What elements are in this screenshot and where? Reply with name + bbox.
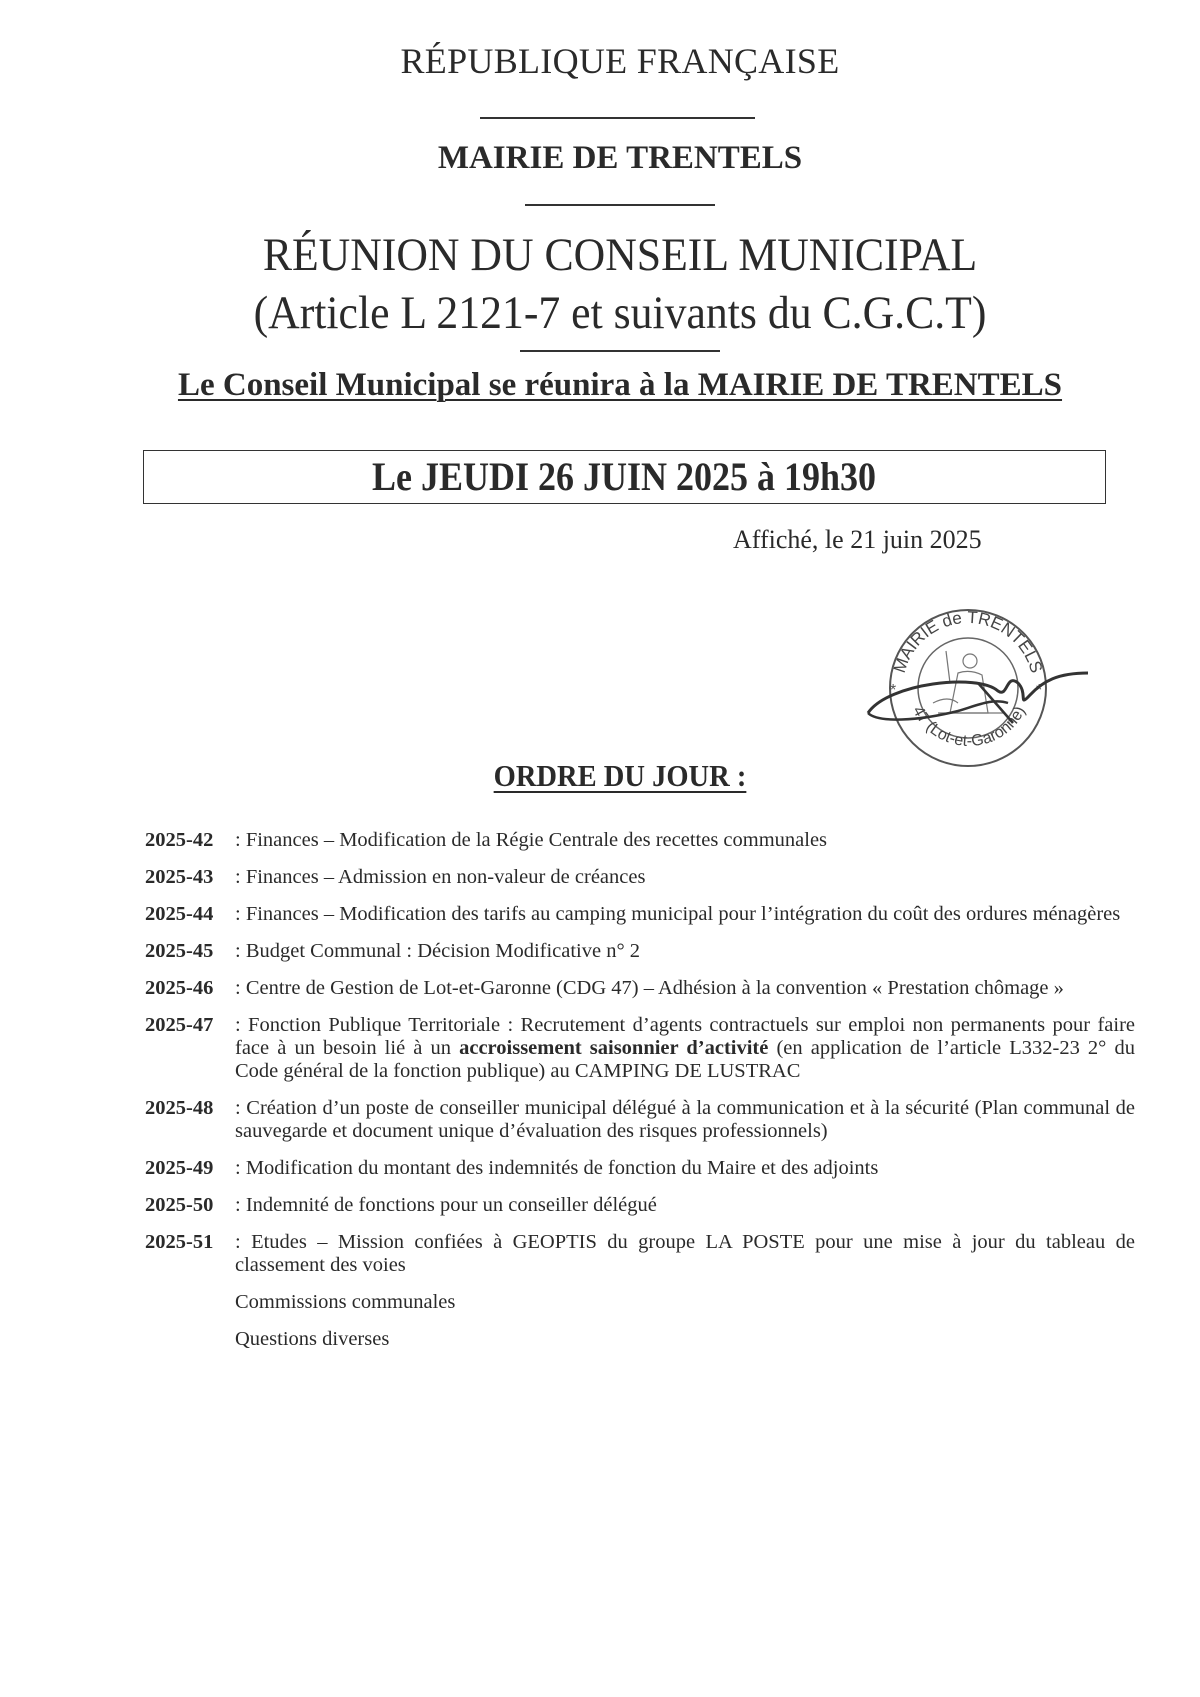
agenda-item: [145, 1157, 1135, 1180]
item-text: [235, 1014, 1135, 1083]
divider: [480, 117, 755, 119]
divider: [525, 204, 715, 206]
svg-text:47 (Lot-et-Garonne): 47 (Lot-et-Garonne): [908, 703, 1030, 751]
item-text: : Modification du montant des indemnités de fonction du Maire et des adjoints: [235, 1157, 879, 1179]
item-text: : Etudes – Mission confiées à GEOPTIS du groupe LA POSTE pour une mise à jour du tableau de classement des voies: [235, 1231, 1135, 1276]
item-text: : Finances – Admission en non-valeur de créances: [235, 866, 646, 888]
agenda-item: [145, 866, 1135, 889]
item-number: 2025-43: [145, 866, 214, 888]
svg-text:*: *: [1036, 682, 1043, 699]
agenda-item: [145, 1014, 1135, 1083]
item-number: 2025-45: [145, 940, 214, 962]
mairie-heading: MAIRIE DE TRENTELS: [437, 140, 803, 176]
item-number: 2025-49: [145, 1157, 214, 1179]
item-text-emphasis: accroissement saisonnier d’activité: [459, 1037, 769, 1059]
meeting-date-box: [143, 450, 1106, 504]
item-number: 2025-50: [145, 1194, 214, 1216]
agenda-list: [145, 829, 1135, 1365]
posted-date: Affiché, le 21 juin 2025: [733, 525, 982, 554]
agenda-item: [145, 1194, 1135, 1217]
item-number: 2025-48: [145, 1097, 214, 1119]
item-text: : Centre de Gestion de Lot-et-Garonne (CDG 47) – Adhésion à la convention « Prestation chômage »: [235, 977, 1064, 999]
location-line: Le Conseil Municipal se réunira à la MAIRIE DE TRENTELS: [177, 367, 1063, 403]
agenda-title: ORDRE DU JOUR :: [493, 758, 747, 793]
meeting-title-line1: RÉUNION DU CONSEIL MUNICIPAL: [262, 229, 978, 281]
mairie-stamp-icon: [858, 603, 1098, 773]
meeting-title: [43, 226, 1196, 342]
item-number: 2025-47: [145, 1014, 214, 1036]
item-text: : Finances – Modification des tarifs au camping municipal pour l’intégration du coût des ordures ménagères: [235, 903, 1121, 925]
item-text: : Budget Communal : Décision Modificative n° 2: [235, 940, 641, 962]
svg-text:*: *: [890, 682, 897, 699]
item-text: : Création d’un poste de conseiller municipal délégué à la communication et à la sécurité (Plan communal de sauvegarde et document unique d’évaluation des risques professionnels): [235, 1097, 1135, 1142]
agenda-item: [145, 1097, 1135, 1143]
agenda-item: [145, 977, 1135, 1000]
item-text: : Indemnité de fonctions pour un conseiller délégué: [235, 1194, 657, 1216]
agenda-item: [145, 940, 1135, 963]
agenda-item: [145, 829, 1135, 852]
divider: [520, 350, 720, 352]
agenda-extra-questions: Questions diverses: [235, 1328, 390, 1350]
item-text-part: : Fonction Publique Territoriale : Recrutement d’agents contractuels sur emploi non permanents pour faire face à un besoin lié à un: [235, 1014, 1135, 1059]
meeting-title-line2: (Article L 2121-7 et suivants du C.G.C.T): [253, 287, 987, 339]
item-number: 2025-51: [145, 1231, 214, 1253]
agenda-item: [145, 903, 1135, 926]
item-text-part: (en application de l’article L332-23 2° du Code général de la fonction publique) au CAMPING DE LUSTRAC: [235, 1037, 1135, 1082]
svg-text:MAIRIE de TRENTELS: MAIRIE de TRENTELS: [889, 607, 1047, 676]
agenda-item: [145, 1231, 1135, 1277]
item-number: 2025-42: [145, 829, 214, 851]
meeting-date: Le JEUDI 26 JUIN 2025 à 19h30: [372, 454, 877, 499]
item-text: : Finances – Modification de la Régie Centrale des recettes communales: [235, 829, 828, 851]
item-number: 2025-46: [145, 977, 214, 999]
republic-heading: RÉPUBLIQUE FRANÇAISE: [400, 41, 840, 81]
item-number: 2025-44: [145, 903, 214, 925]
agenda-extra-commissions: Commissions communales: [235, 1291, 456, 1313]
